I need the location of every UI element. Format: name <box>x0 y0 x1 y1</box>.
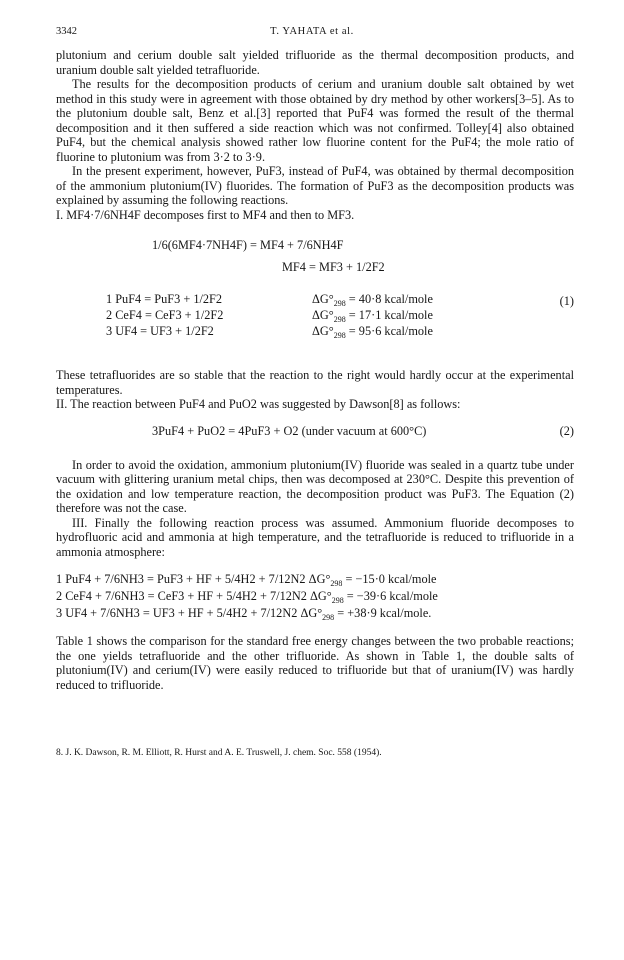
free-energy-value: $\Delta G^\circ_{298} = 95\cdot 6$ kcal/mole <box>312 324 433 340</box>
reaction-row <box>106 292 433 308</box>
equation-2-block <box>56 424 574 444</box>
reaction-equation: 1 PuF4 = PuF3 + 1/2F2 <box>106 292 223 306</box>
reaction-row <box>56 605 574 622</box>
equation-2: 3PuF4 + PuO2 = 4PuF3 + O2 (under vacuum at 600°C) <box>152 423 427 438</box>
reaction-equation: 3 UF4 + 7/6NH3 = UF3 + HF + 5/4H2 + 7/12N2 <box>56 606 298 620</box>
equation-1-block <box>56 232 574 362</box>
free-energy-value: $\Delta G^\circ_{298} = +38\cdot 9$ kcal/mole. <box>300 606 432 622</box>
equation-2-number: (2) <box>559 423 574 438</box>
footnote: 8. J. K. Dawson, R. M. Elliott, R. Hurst and A. E. Truswell, J. chem. Soc. 558 (1954). <box>56 748 382 758</box>
page-body <box>56 48 574 692</box>
reaction-item-2: II. The reaction between PuF4 and PuO2 was suggested by Dawson[8] as follows: <box>56 397 461 411</box>
reaction-equation: 1 PuF4 + 7/6NH3 = PuF3 + HF + 5/4H2 + 7/12N2 <box>56 572 306 586</box>
reaction-equation: 2 CeF4 + 7/6NH3 = CeF3 + HF + 5/4H2 + 7/12N2 <box>56 589 307 603</box>
equation-1-number: (1) <box>559 294 574 308</box>
free-energy-value: $\Delta G^\circ_{298} = 40\cdot 8$ kcal/mole <box>312 292 433 308</box>
paragraph-1: plutonium and cerium double salt yielded trifluoride as the thermal decomposition products, and uranium double salt yielded tetrafluoride. <box>56 48 574 77</box>
reaction-equation: 2 CeF4 = CeF3 + 1/2F2 <box>106 308 224 322</box>
paragraph-2: The results for the decomposition products of cerium and uranium double salt obtained by wet method in this study were in agreement with those obtained by dry method by other workers[3–5]. As to the plutonium double salt, Benz et al.[3] reported that PuF4 was formed the result of the thermal decomposition and it then suffered a side reaction which was not confirmed. Tolley[4] also obtained PuF4, but the chemical analysis showed rather low fluorine content for the PuF4; the mole ratio of fluorine to plutonium was from 3·2 to 3·9. <box>56 77 574 164</box>
running-head: T. YAHATA et al. <box>270 26 354 37</box>
reaction-equation: 3 UF4 = UF3 + 1/2F2 <box>106 324 214 338</box>
reaction-row <box>106 324 433 340</box>
free-energy-value: $\Delta G^\circ_{298} = -39\cdot 6$ kcal/mole <box>310 589 438 605</box>
equation-1b: MF4 = MF3 + 1/2F2 <box>282 260 385 274</box>
paragraph-5: In order to avoid the oxidation, ammonium plutonium(IV) fluoride was sealed in a quartz tube under vacuum with glittering uranium metal chips, then was decomposed at 230°C. Despite this prevention of the oxidation and low temperature reaction, the decomposition product was PuF3. The Equation (2) therefore was not the case. <box>56 457 574 515</box>
reaction-item-1: I. MF4·7/6NH4F decomposes first to MF4 and then to MF3. <box>56 207 355 222</box>
reaction-list-3 <box>56 571 574 622</box>
free-energy-value: $\Delta G^\circ_{298} = -15\cdot 0$ kcal/mole <box>308 572 437 588</box>
paragraph-7: Table 1 shows the comparison for the standard free energy changes between the two probable reactions; the one yields tetrafluoride and the other trifluoride. As shown in Table 1, the double salts of plutonium(IV) and cerium(IV) were easily reduced to trifluoride but that of uranium(IV) was hardly reduced to trifluoride. <box>56 634 574 692</box>
reaction-row <box>56 571 574 588</box>
paragraph-6: III. Finally the following reaction process was assumed. Ammonium fluoride decomposes to hydrofluoric acid and ammonia at high temperature, and the tetrafluoride is reduced to trifluoride in a ammonia atmosphere: <box>56 515 574 559</box>
equation-1a: 1/6(6MF4·7NH4F) = MF4 + 7/6NH4F <box>152 238 344 252</box>
page-header <box>56 26 568 42</box>
page-number: 3342 <box>56 26 77 37</box>
reaction-row <box>56 588 574 605</box>
paragraph-4: These tetrafluorides are so stable that the reaction to the right would hardly occur at the experimental temperatures. <box>56 368 574 397</box>
paragraph-3: In the present experiment, however, PuF3, instead of PuF4, was obtained by thermal decomposition of the ammonium plutonium(IV) fluorides. The formation of PuF3 as the decomposition products was explained by assuming the following reactions. <box>56 164 574 207</box>
free-energy-value: $\Delta G^\circ_{298} = 17\cdot 1$ kcal/mole <box>312 308 433 324</box>
reaction-row <box>106 308 433 324</box>
